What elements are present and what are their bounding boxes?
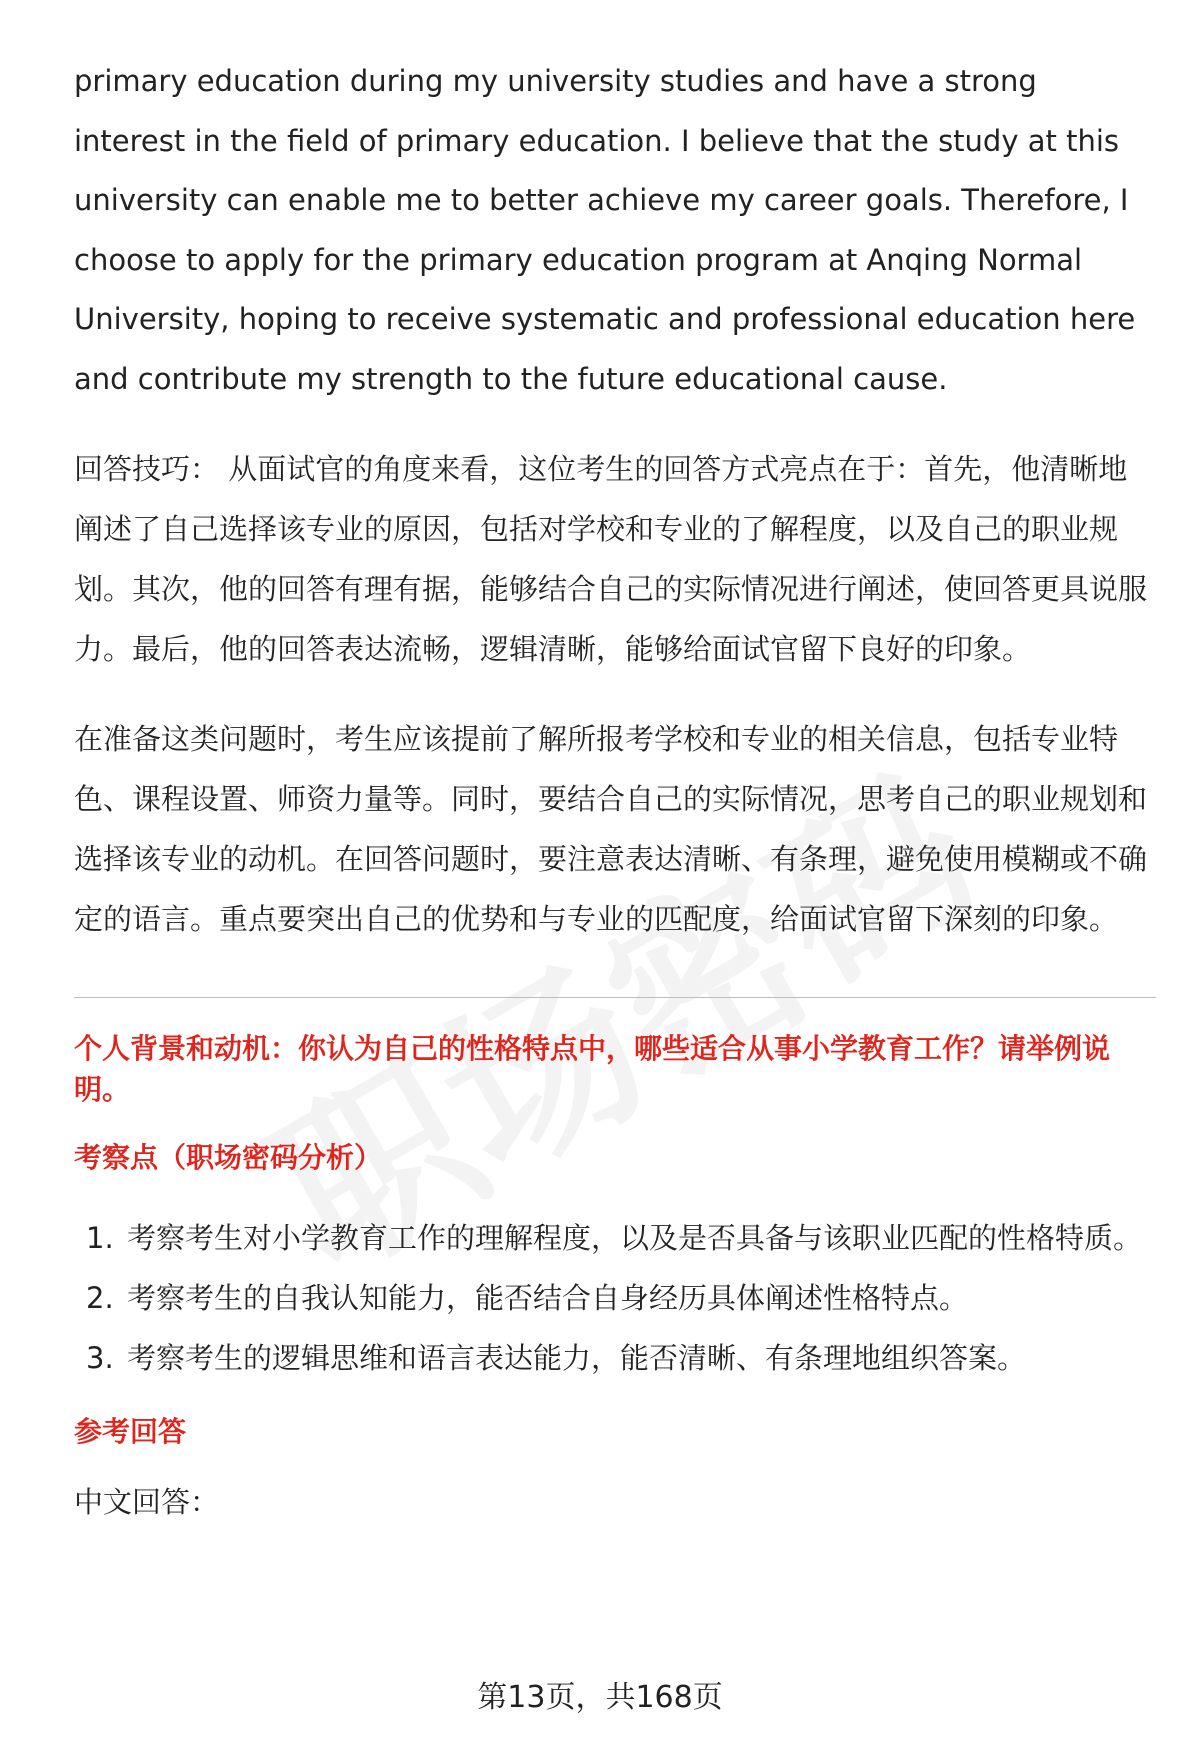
section-divider [74, 997, 1156, 998]
analysis-item-text: 考察考生的自我认知能力，能否结合自身经历具体阐述性格特点。 [127, 1281, 969, 1315]
reference-answer-heading: 参考回答 [74, 1415, 187, 1448]
analysis-heading: 考察点（职场密码分析） [74, 1141, 383, 1174]
page-content [74, 52, 1156, 1522]
analysis-item-number: 3. [86, 1341, 114, 1375]
page-number-footer: 第13页，共168页 [477, 1680, 723, 1715]
analysis-item-number: 1. [86, 1221, 114, 1255]
analysis-item [74, 1328, 1156, 1388]
answer-tips-paragraph: 回答技巧： 从面试官的角度来看，这位考生的回答方式亮点在于：首先，他清晰地阐述了自己选择该专业的原因，包括对学校和专业的了解程度，以及自己的职业规划。其次，他的回答有理有据，能够结合自己的实际情况进行阐述，使回答更具说服力。最后，他的回答表达流畅，逻辑清晰，能够给面试官留下良好的印象。 [74, 452, 1148, 666]
preparation-paragraph: 在准备这类问题时，考生应该提前了解所报考学校和专业的相关信息，包括专业特色、课程设置、师资力量等。同时，要结合自己的实际情况，思考自己的职业规划和选择该专业的动机。在回答问题时，要注意表达清晰、有条理，避免使用模糊或不确定的语言。重点要突出自己的优势和与专业的匹配度，给面试官留下深刻的印象。 [74, 722, 1148, 936]
analysis-item [74, 1268, 1156, 1328]
analysis-item [74, 1208, 1156, 1268]
analysis-list [74, 1208, 1156, 1388]
question-title: 个人背景和动机：你认为自己的性格特点中，哪些适合从事小学教育工作？请举例说明。 [74, 1032, 1111, 1106]
analysis-item-number: 2. [86, 1281, 114, 1315]
analysis-item-text: 考察考生对小学教育工作的理解程度，以及是否具备与该职业匹配的性格特质。 [127, 1221, 1143, 1255]
chinese-answer-label: 中文回答： [74, 1485, 220, 1519]
english-answer-paragraph: primary education during my university studies and have a strong interest in the field of primary education. I believe that the study at this university can enable me to better achieve my career goals. Therefore, I choose to apply for the primary education program at Anqing Normal University, hoping to receive systematic and professional education here and contribute my strength to the future educational cause. [74, 64, 1136, 396]
analysis-item-text: 考察考生的逻辑思维和语言表达能力，能否清晰、有条理地组织答案。 [127, 1341, 1027, 1375]
